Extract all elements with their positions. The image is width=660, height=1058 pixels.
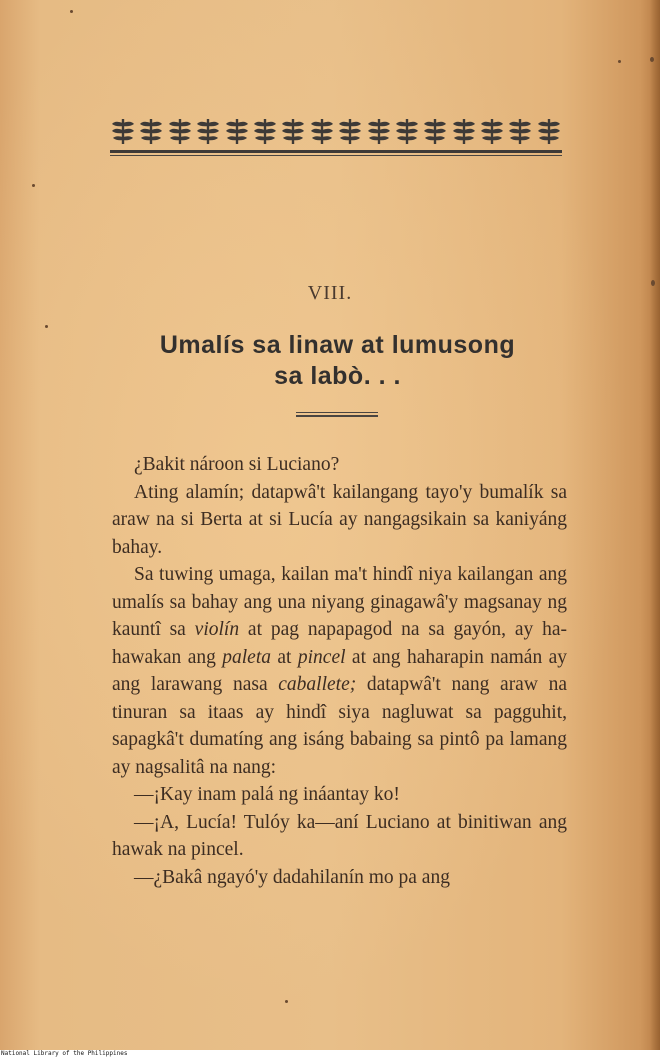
text-run: —¿Bakâ ngayó'y dadahilanín mo pa ang [134, 866, 450, 888]
paper-speck [45, 325, 48, 328]
footer-credit: National Library of the Philippines [1, 1050, 128, 1057]
wheat-sprig-icon [536, 117, 562, 145]
wheat-sprig-icon [451, 117, 477, 145]
text-run: datapwâ't nang araw na tinuran sa itaas ay hindî siya nagluwat sa pagguhit, sapagkâ't dumatíng ang isáng babaing sa pintô pa lamang ay nagsalitâ na nang: [112, 674, 567, 778]
italic-term: caballete; [278, 674, 357, 695]
body-paragraph [112, 864, 567, 892]
body-paragraph [112, 809, 567, 864]
text-run: —¡A, Lucía! Tulóy ka—aní Luciano at binitiwan ang hawak na pincel. [112, 811, 567, 860]
text-run: —¡Kay inam palá ng ináantay ko! [134, 784, 400, 805]
wheat-sprig-icon [167, 117, 193, 145]
chapter-number: VIII. [307, 282, 353, 304]
wheat-sprig-icon [337, 117, 363, 145]
italic-term: violín [194, 619, 240, 640]
body-paragraph [112, 451, 567, 479]
italic-term: paleta [222, 646, 271, 668]
ornament-rule-thick [110, 150, 562, 153]
paper-speck [70, 10, 73, 13]
title-divider-thick [296, 415, 378, 417]
wheat-sprig-icon [422, 117, 448, 145]
chapter-title-line-1: Umalís sa linaw at lumusong [159, 331, 516, 359]
text-run: Ating alamín; datapwâ't kailangang tayo'y bumalík sa araw na si Berta at si Lucía ay nangagsikain sa kaniyáng bahay. [112, 481, 567, 558]
wheat-sprig-icon [110, 117, 136, 145]
wheat-sprig-icon [309, 117, 335, 145]
text-run: Sa tuwing umaga, kailan ma't hindî niya kailangan ang umalís sa bahay ang una niyang ginagawâ'y magsanay ng kauntî sa [112, 564, 567, 640]
paper-speck [651, 280, 655, 286]
wheat-sprig-icon [224, 117, 250, 145]
wheat-sprig-icon [479, 117, 505, 145]
chapter-title-line-2: sa labò. . . [274, 362, 401, 390]
paper-speck [285, 1000, 288, 1003]
italic-term: pincel [297, 646, 346, 668]
wheat-sprig-icon [394, 117, 420, 145]
wheat-sprig-icon [195, 117, 221, 145]
text-run: at pag napapagod na sa gayón, ay hahawakan ang [112, 619, 568, 668]
body-text [112, 451, 567, 891]
chapter-title [110, 330, 565, 392]
ornament-rule-thin [110, 155, 562, 156]
paper-speck [618, 60, 621, 63]
text-run: at ang haharapin namán ay ang larawang nasa [112, 646, 567, 695]
wheat-sprig-icon [138, 117, 164, 145]
text-run: at [271, 646, 298, 668]
title-divider-thin [296, 412, 378, 413]
wheat-sprig-icon [366, 117, 392, 145]
wheat-sprig-icon [252, 117, 278, 145]
paper-speck [650, 57, 654, 62]
page-edge-shadow [650, 0, 660, 1050]
wheat-sprig-icon [280, 117, 306, 145]
wheat-sprig-icon [507, 117, 533, 145]
body-paragraph [112, 561, 567, 781]
text-run: ¿Bakit nároon si Luciano? [134, 454, 340, 475]
body-paragraph [112, 479, 567, 562]
ornament-border [110, 116, 562, 146]
paper-speck [32, 184, 35, 187]
body-paragraph [112, 781, 567, 809]
footer-bar [0, 1050, 660, 1058]
